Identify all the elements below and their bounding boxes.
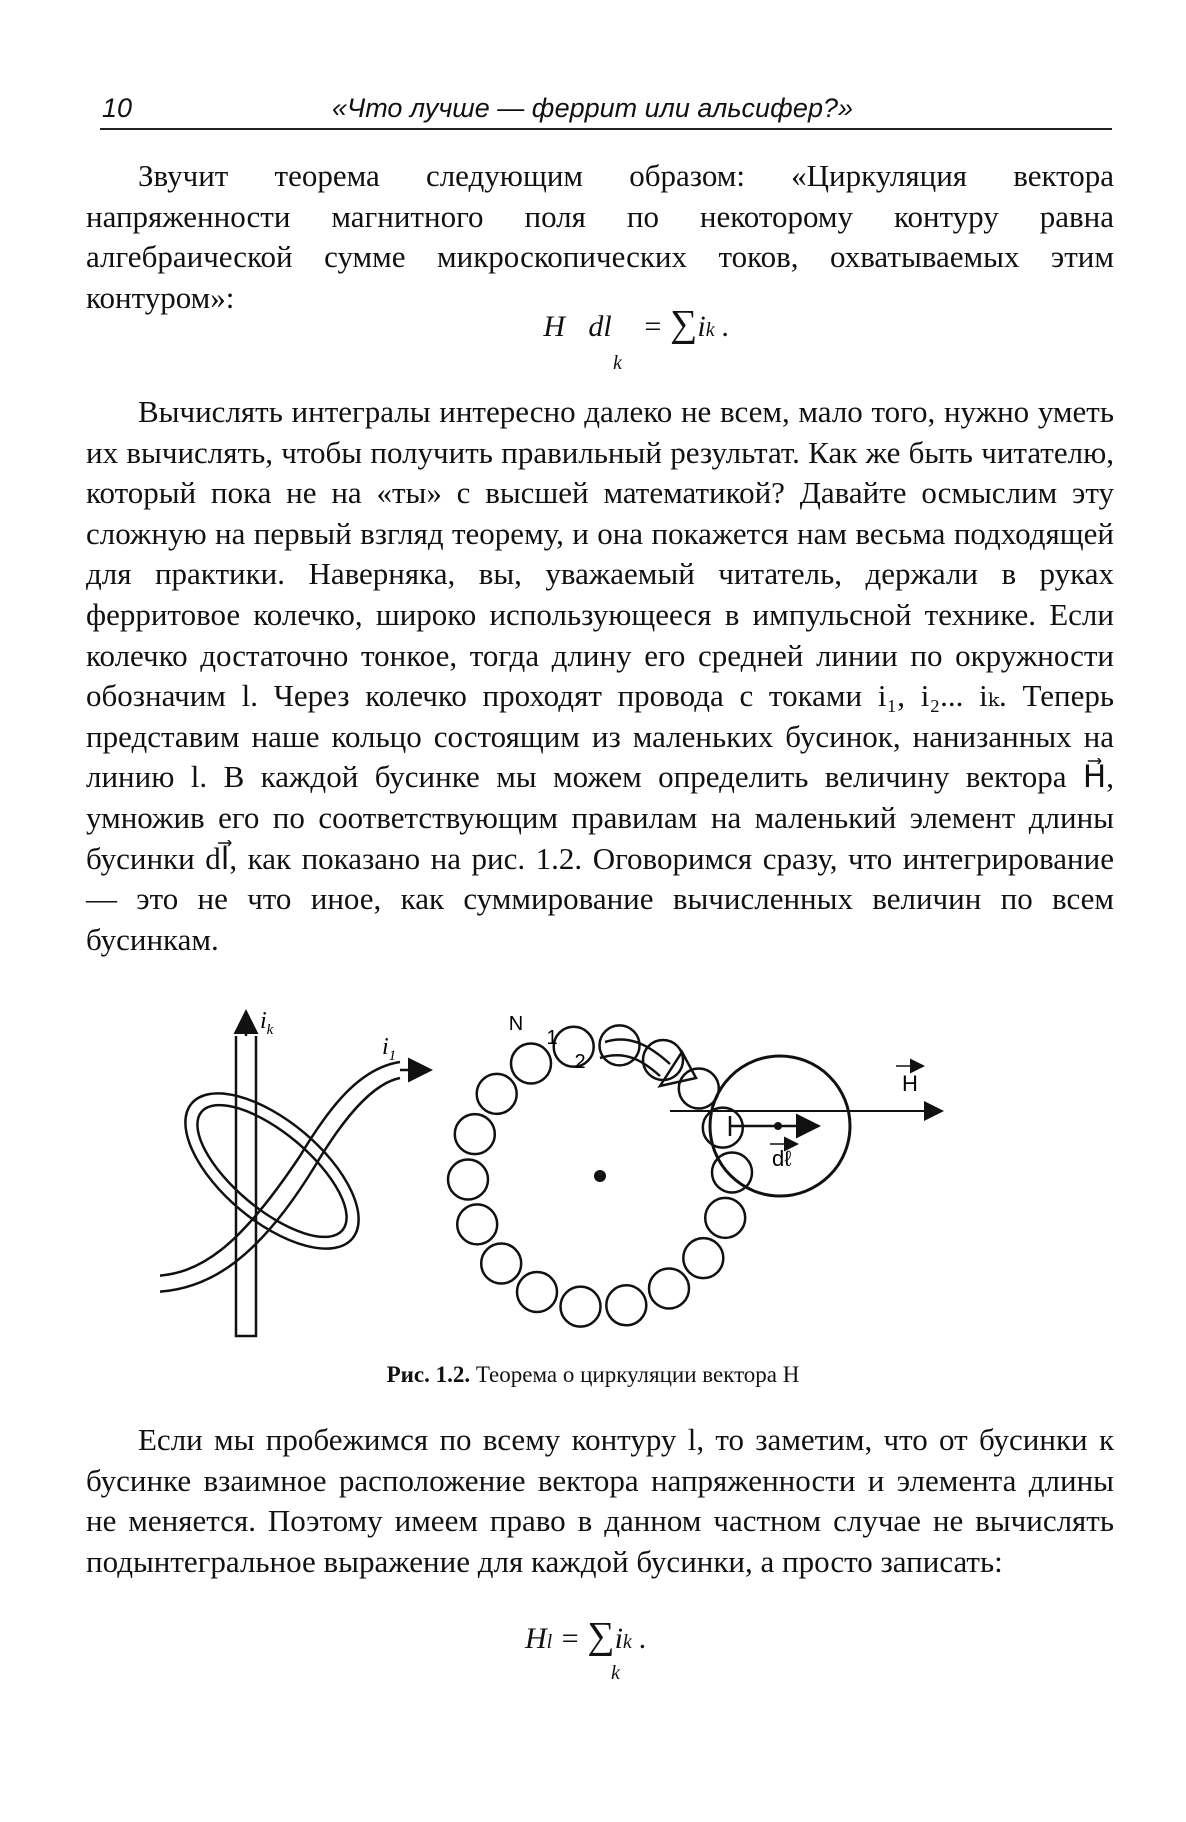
wire-ik: [236, 1036, 256, 1336]
ring-outer: [160, 1065, 385, 1277]
bead-label-n: N: [508, 1013, 524, 1035]
bead: [457, 1204, 497, 1244]
paragraph-explanation: Вычислять интегралы интересно далеко не всем, мало того, нужно уметь их вычислять, чтобы получить правильный результат. Как же быть читателю, который пока не на «ты» с высшей математикой? Давайте осмыслим эту сложную на первый взгляд теорему, и она покажется нам весьма подходящей для практики. Наверняка, вы, уважаемый читатель, держали в руках ферритовое колечко, широко использующееся в импульсной технике. Если колечко достаточно тонкое, тогда длину его средней линии по окружности обозначим l. Через колечко проходят провода с токами i₁, i₂... iₖ. Теперь представим наше кольцо состоящим из маленьких бусинок, нанизанных на линию l. В каждой бусинке мы можем определить величину вектора H⃗, умножив его по соответствующим правилам на маленький элемент длины бусинки dl⃗, как показано на рис. 1.2. Оговоримся сразу, что интегрирование — это не что иное, как суммирование вычисленных величин по всем бусинкам.: [86, 394, 1114, 957]
bead: [561, 1287, 601, 1327]
paragraph-theorem: Звучит теорема следующим образом: «Циркуляция вектора напряженности магнитного поля по некоторому контуру равна алгебраической сумме микроскопических токов, охватываемых этим контуром»:: [86, 158, 1114, 315]
wire-i1-a: [160, 1062, 400, 1276]
formula2-term-sub: k: [622, 1631, 632, 1653]
sum-index: k: [613, 352, 622, 374]
label-ik: $i_k$: [260, 1008, 274, 1038]
bead: [455, 1114, 495, 1154]
formula-circulation: [520, 302, 730, 374]
bead: [705, 1198, 745, 1238]
formula-lhs: ∮H⃗dl⃗ =: [520, 310, 663, 343]
figure-drawing: [160, 1006, 1040, 1346]
label-h: H: [902, 1071, 918, 1096]
formula2-lhs-sub: l: [546, 1631, 553, 1653]
bead: [511, 1044, 551, 1084]
paragraph-conclusion: Если мы пробежимся по всему контуру l, то заметим, что от бусинки к бусинке взаимное расположение вектора напряженности и элемента длины не меняется. Поэтому имеем право в данном частном случае не вычислять подынтегральное выражение для каждой бусинки, а просто записать:: [86, 1422, 1114, 1579]
bead: [606, 1285, 646, 1325]
formula2-term: i: [614, 1622, 623, 1655]
formula2-lhs: H: [525, 1622, 547, 1655]
formula-term-sub: k: [705, 319, 715, 341]
bead: [477, 1074, 517, 1114]
bead: [481, 1244, 521, 1284]
page-number: 10: [102, 93, 133, 123]
sum-index-2: k: [611, 1662, 620, 1684]
formula-result: [525, 1614, 647, 1684]
label-i1: $i_1$: [382, 1034, 397, 1064]
formula2-eq: =: [552, 1622, 580, 1655]
ring-center-dot: [594, 1170, 606, 1182]
bead: [448, 1160, 488, 1200]
bead-label-2: 2: [574, 1051, 586, 1073]
figure-1-2: [160, 1006, 1040, 1346]
figure-caption: [0, 1362, 1186, 1388]
formula-tail: .: [722, 310, 730, 343]
bead: [649, 1269, 689, 1309]
bead-label-1: 1: [546, 1027, 558, 1049]
label-dl: dℓ: [772, 1146, 792, 1171]
running-title: «Что лучше — феррит или альсифер?»: [332, 93, 853, 123]
sum-sign-2: ∑: [587, 1615, 615, 1657]
formula2-tail: .: [639, 1622, 647, 1655]
caption-text: Теорема о циркуляции вектора H: [475, 1362, 800, 1387]
bead: [683, 1238, 723, 1278]
running-header: [100, 88, 1112, 130]
sum-sign: ∑: [670, 303, 698, 345]
formula-term: i: [697, 310, 706, 343]
bead: [517, 1272, 557, 1312]
caption-prefix: Рис. 1.2.: [386, 1362, 471, 1387]
